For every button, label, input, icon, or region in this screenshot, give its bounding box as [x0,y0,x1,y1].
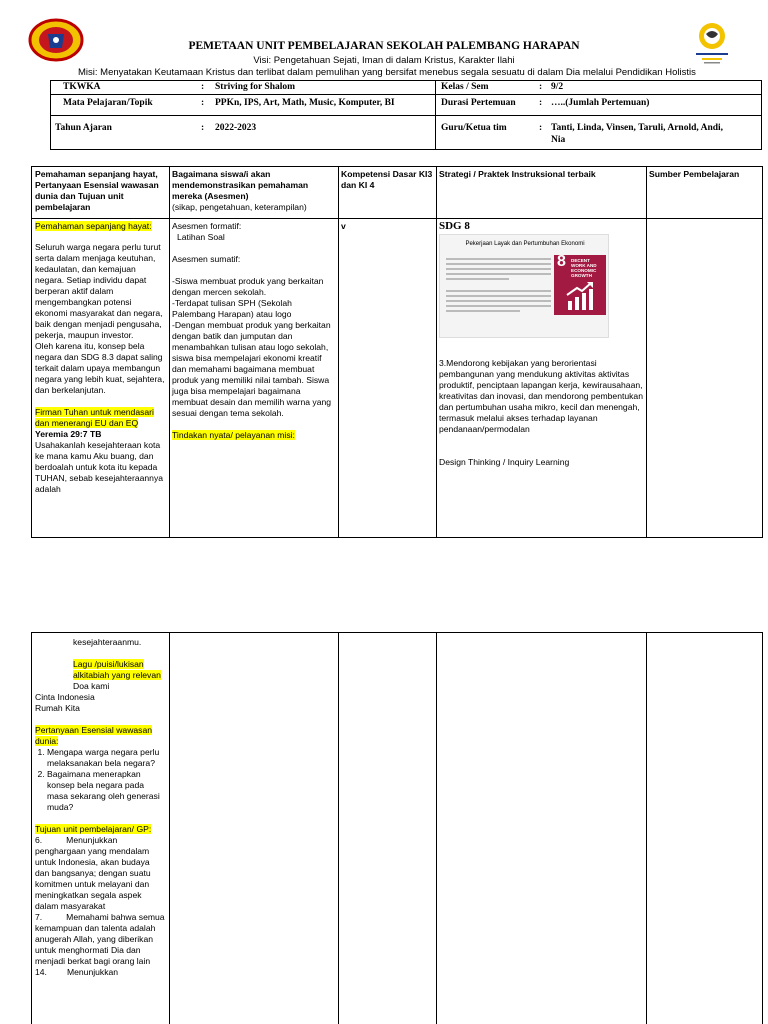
col1-header: Pemahaman sepanjang hayat, Pertanyaan Esensial wawasan dunia dan Tujuan unit pembelajaran [35,169,159,212]
colon: : [539,98,543,108]
pertanyaan-1: 1. Mengapa warga negara perlu melaksanakan bela negara? [47,747,166,769]
colon: : [201,82,205,92]
tkwka-value: Striving for Shalom [215,82,296,92]
growth-chart-icon [566,281,594,311]
pemahaman-text-2: Oleh karena itu, konsep bela negara dan SDG 8.3 dapat saling terkait dalam upaya membangun negara yang lebih kuat, sejahtera, dan berkelanjutan. [35,341,165,395]
tujuan-14-number: 14. [35,967,47,977]
info-table [50,80,762,150]
sdg8-image [439,234,609,338]
mapel-label: Mata Pelajaran/Topik [63,98,153,108]
verse-reference: Yeremia 29:7 TB [35,429,102,439]
kelas-value: 9/2 [551,82,564,92]
durasi-label: Durasi Pertemuan [441,98,516,108]
sdg8-label: DECENT WORK AND ECONOMIC GROWTH [571,258,597,278]
pertanyaan-esensial-heading: Pertanyaan Esensial wawasan dunia: [35,725,153,746]
guru-label: Guru/Ketua tim [441,123,507,133]
verse-text: Usahakanlah kesejahteraan kota ke mana kamu Aku buang, dan berdoalah untuk kota itu kepada TUHAN, sebab kesejahteraannya adalah [35,440,164,494]
tujuan-14-text: Menunjukkan [66,967,119,977]
tkwka-label: TKWKA [63,82,101,92]
col2-header-wrap [169,168,338,214]
tindakan-heading: Tindakan nyata/ pelayanan misi: [172,430,295,440]
col5-header: Sumber Pembelajaran [649,169,740,179]
tujuan-6-number: 6. [35,835,43,845]
page-title: PEMETAAN UNIT PEMBELAJARAN SEKOLAH PALEMBANG HARAPAN [188,40,580,52]
visi-text: Visi: Pengetahuan Sejati, Iman di dalam Kristus, Karakter Ilahi [253,55,515,66]
latihan-soal: Latihan Soal [177,232,225,242]
colon: : [539,123,543,133]
col1-body [32,220,169,496]
col2-body [169,220,338,442]
col3-header: Kompetensi Dasar KI3 dan KI 4 [341,169,433,190]
colon: : [201,98,205,108]
sdg8-image-title: Pekerjaan Layak dan Pertumbuhan Ekonomi [465,241,585,247]
tahun-value: 2022-2023 [215,123,257,133]
sdg8-tile [554,255,606,315]
tahun-label: Tahun Ajaran [55,123,112,133]
kelas-label: Kelas / Sem [441,82,489,92]
pertanyaan-2: 2. Bagaimana menerapkan konsep bela negara pada masa sekarang oleh generasi muda? [47,769,166,813]
unit-mapping-table [31,166,763,538]
col2-header-sub: (sikap, pengetahuan, keterampilan) [172,202,307,212]
sumatif-item-1: -Siswa membuat produk yang berkaitan dengan mercen sekolah. [172,276,324,297]
sdg-label: SDG 8 [439,220,470,232]
guru-value-2: Nia [551,135,566,145]
verse-end: kesejahteraanmu. [73,637,142,647]
tujuan-heading: Tujuan unit pembelajaran/ GP: [35,824,152,834]
sdg8-number: 8 [557,253,566,270]
formatif-label: Asesmen formatif: [172,221,242,231]
pemahaman-heading: Pemahaman sepanjang hayat: [35,221,152,231]
tujuan-7-text: Memahami bahwa semua kemampuan dan talenta adalah anugerah Allah, yang diberikan untuk menghormati Dia dan menjadi berkat bagi orang lain [35,912,165,966]
lagu-item-1: Doa kami [73,681,110,691]
col2-header: Bagaimana siswa/i akan mendemonstrasikan pemahaman mereka (Asesmen) [172,169,309,201]
unit-mapping-table-continued [31,632,763,1024]
lagu-item-2: Cinta Indonesia [35,692,95,702]
tujuan-6-text: Menunjukkan penghargaan yang mendalam untuk Indonesia, akan budaya dan bangsanya; dengan suatu komitmen untuk melayani dan meningkatkan segala aspek dalam masyarakat [35,835,151,911]
sdg8-image-text [446,255,551,325]
kompetensi-check: v [341,221,346,231]
tujuan-7-number: 7. [35,912,43,922]
pemahaman-text: Seluruh warga negara perlu turut serta dalam menjaga keutuhan, kedaulatan, dan kemajuan negara. Setiap individu dapat berperan aktif dalam mengembangkan potensi ekonomi masyarakat dan negara, baik dengan menjadi pengusaha, pekerja, maupun investor. [35,242,163,340]
col1-body-continued [32,636,169,979]
lagu-item-3: Rumah Kita [35,703,80,713]
firman-heading: Firman Tuhan untuk mendasari dan menerangi EU dan EQ [35,407,154,428]
guru-value: Tanti, Linda, Vinsen, Taruli, Arnold, Andi, [551,123,724,133]
col4-header: Strategi / Praktek Instruksional terbaik [439,169,596,179]
sumatif-item-2: -Terdapat tulisan SPH (Sekolah Palembang Harapan) atau logo [172,298,292,319]
col4-body [436,220,646,469]
sdg-target-text: 3.Mendorong kebijakan yang berorientasi pembangunan yang mendukung aktivitas aktivitas produktif, penciptaan lapangan kerja, kewirausahaan, kreativitas dan inovasi, dan mendorong pembentukan dan pertumbuhan usaha mikro, kecil dan menengah, termasuk melalui akses terhadap layanan pendanaan/permodalan [439,358,643,434]
durasi-value: …..(Jumlah Pertemuan) [551,98,650,108]
colon: : [201,123,205,133]
lagu-heading: Lagu /puisi/lukisan alkitabiah yang relevan [73,659,161,680]
strategy-method: Design Thinking / Inquiry Learning [439,457,570,467]
colon: : [539,82,543,92]
sumatif-item-3: -Dengan membuat produk yang berkaitan dengan batik dan jumputan dan menambahkan tulisan atau logo sekolah, siswa bisa mempelajari ekonomi kreatif dan memahami bagaimana membuat produk yang memiliki nilai tambah. Siswa juga bisa mempelajari bagaimana membuat desain dan memilih warna yang sesuai dengan tema sekolah. [172,320,332,418]
misi-text: Misi: Menyatakan Keutamaan Kristus dan terlibat dalam pemulihan yang bersifat menebus segala sesuatu di dalam Dia melalui Pendidikan Holistis [78,67,696,78]
sumatif-label: Asesmen sumatif: [172,254,241,264]
mapel-value: PPKn, IPS, Art, Math, Music, Komputer, BI [215,98,395,108]
